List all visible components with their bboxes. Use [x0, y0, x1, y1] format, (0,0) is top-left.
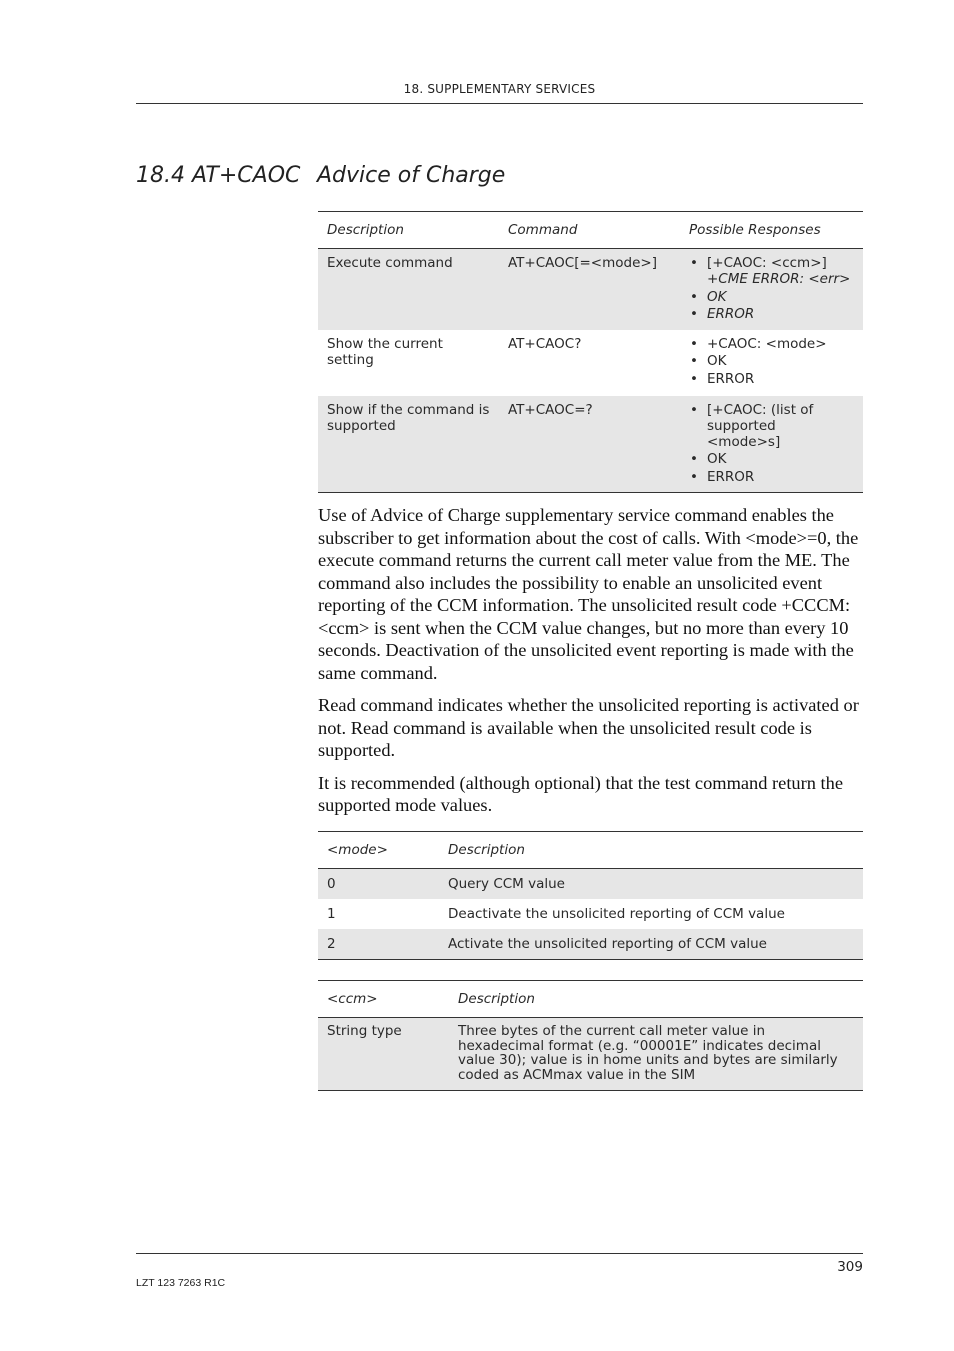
row-description: Show if the command is supported: [327, 401, 490, 434]
mode-value: 0: [327, 876, 336, 892]
response-item: • OK: [689, 289, 855, 305]
footer-rule: [136, 1253, 863, 1254]
response-item: • OK: [689, 353, 855, 369]
response-item: • ERROR: [689, 469, 855, 485]
ccm-table: [318, 980, 863, 1091]
response-item: • +CAOC: <mode>: [689, 336, 855, 352]
mode-value: 2: [327, 936, 336, 952]
row-description: Execute command: [327, 255, 453, 271]
table-row-execute: [318, 249, 863, 330]
response-error-text: +CME ERROR: <err>: [707, 271, 851, 287]
header-possible-responses: Possible Responses: [689, 222, 821, 238]
response-item: [689, 255, 855, 287]
page-number: 309: [837, 1259, 863, 1275]
section-number: 18.4 AT+CAOC: [136, 163, 301, 188]
response-item: • OK: [689, 451, 855, 467]
body-paragraph: Use of Advice of Charge supplementary service command enables the subscriber to get information about the cost of calls. With <mode>=0, the execute command returns the current call meter value from the ME. The command also includes the possibility to enable an unsolicited event reporting of the CCM information. The unsolicited result code +CCCM: <ccm> is sent when the CCM value changes, but no more than every 10 seconds. Deactivation of the unsolicited event reporting is made with the same command.: [318, 505, 859, 683]
header-mode: <mode>: [327, 842, 388, 858]
row-responses: [680, 330, 863, 396]
ccm-value: String type: [327, 1023, 402, 1039]
body-paragraph: Read command indicates whether the unsolicited reporting is activated or not. Read command is available when the unsolicited result code is supported.: [318, 695, 859, 760]
command-table-header: [318, 212, 863, 249]
running-header: 18. SUPPLEMENTARY SERVICES: [403, 82, 596, 96]
row-responses: [680, 249, 863, 330]
response-item: • [+CAOC: (list of supported <mode>s]: [689, 402, 855, 450]
row-responses: [680, 396, 863, 493]
response-text: [+CAOC: <ccm>]: [707, 255, 827, 271]
table-row: [318, 929, 863, 960]
header-description: Description: [458, 991, 535, 1007]
mode-table-header: [318, 832, 863, 869]
section-heading: Advice of Charge: [317, 163, 506, 188]
table-row: [318, 1018, 863, 1091]
body-text: [318, 504, 863, 827]
document-id: LZT 123 7263 R1C: [136, 1277, 226, 1289]
section-title: [136, 163, 505, 188]
header-description: Description: [327, 222, 404, 238]
mode-description: Query CCM value: [448, 876, 565, 892]
table-row: [318, 899, 863, 929]
response-item: • ERROR: [689, 306, 855, 322]
row-command: AT+CAOC=?: [508, 401, 593, 418]
response-item: • ERROR: [689, 371, 855, 387]
header-rule: [136, 103, 863, 104]
command-table: [318, 211, 863, 493]
header-ccm: <ccm>: [327, 991, 378, 1007]
ccm-table-header: [318, 981, 863, 1018]
header-description: Description: [448, 842, 525, 858]
mode-value: 1: [327, 906, 336, 922]
ccm-description: Three bytes of the current call meter value in hexadecimal format (e.g. “00001E” indicates decimal value 30); value is in home units and bytes are similarly coded as ACMmax value in the SIM: [458, 1023, 838, 1083]
mode-table: [318, 831, 863, 960]
mode-description: Deactivate the unsolicited reporting of CCM value: [448, 906, 785, 922]
table-row: [318, 869, 863, 900]
row-description: Show the current setting: [327, 335, 443, 368]
row-command: AT+CAOC?: [508, 335, 582, 352]
body-paragraph: It is recommended (although optional) that the test command return the supported mode values.: [318, 772, 844, 815]
header-command: Command: [508, 222, 578, 238]
table-row-read: [318, 330, 863, 396]
row-command: AT+CAOC[=<mode>]: [508, 255, 657, 271]
table-row-test: [318, 396, 863, 493]
mode-description: Activate the unsolicited reporting of CCM value: [448, 936, 767, 952]
